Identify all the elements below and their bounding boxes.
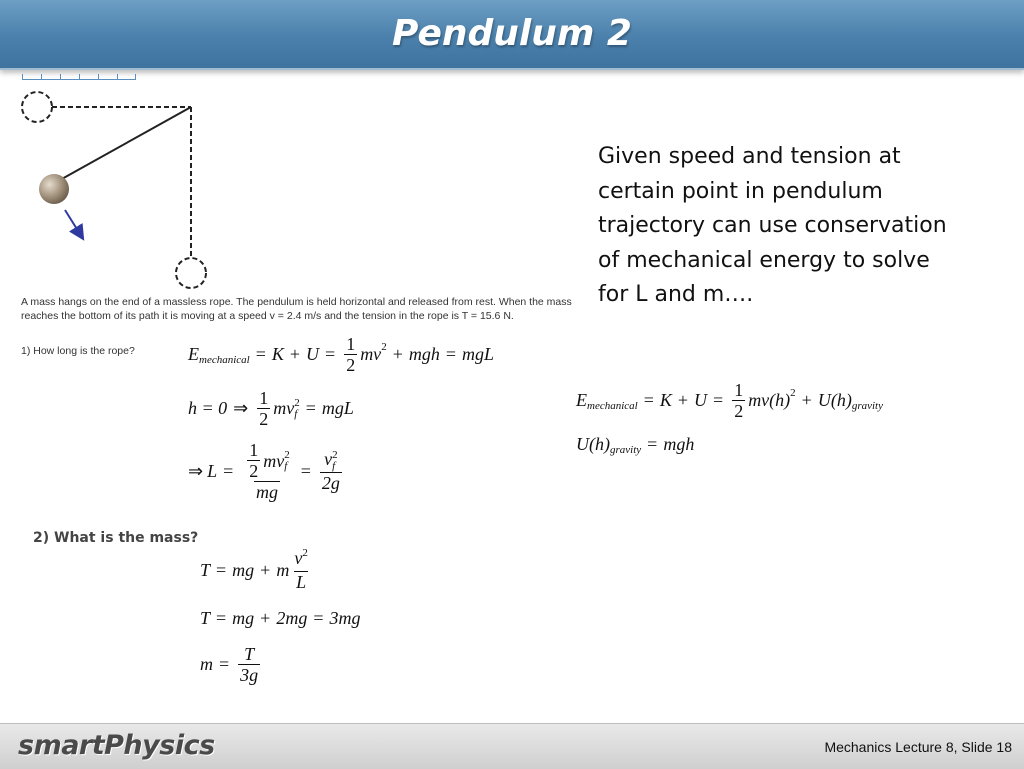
question-2: 2) What is the mass? — [33, 530, 199, 546]
bottom-position-circle — [176, 258, 206, 288]
problem-statement: A mass hangs on the end of a massless rope. The pendulum is held horizontal and released from rest. When the mass reaches the bottom of its path it is moving at a speed v = 2.4 m/s and the tension in the rope is T = 15.6 N. — [21, 296, 572, 322]
equation-h-zero: h = 0 ⇒ $\frac{1}{2}$ mv 2 f = mgL — [188, 388, 354, 429]
start-position-circle — [22, 92, 52, 122]
equation-gravity-potential: U(h) gravity = mgh — [576, 434, 695, 456]
slide-title: Pendulum 2 — [392, 13, 632, 54]
rope — [60, 107, 191, 180]
pendulum-diagram — [10, 82, 210, 294]
velocity-arrow — [65, 210, 80, 234]
pendulum-mass — [39, 174, 69, 204]
footer-bar — [0, 723, 1024, 769]
title-bar — [0, 0, 1024, 70]
slide-info: Mechanics Lecture 8, Slide 18 — [824, 739, 1012, 755]
equation-rope-length: ⇒ L = $\frac{1}{2}$ mv 2 f mg = v 2 f 2g — [188, 440, 340, 502]
equation-mechanical-energy-general: E mechanical = K + U = $\frac{1}{2}$ mv(h) 2 + U(h) gravity — [576, 380, 883, 421]
ruler-ticks — [22, 74, 136, 80]
equation-tension: T = mg + m $\frac{v^2}{L}$ — [200, 547, 308, 592]
explanation-text: Given speed and tension at certain point in pendulum trajectory can use conservation of mechanical energy to solve for L and m…. — [598, 144, 947, 307]
smartphysics-logo: smartPhysics — [18, 730, 215, 761]
equation-tension-3mg: T = mg + 2mg = 3mg — [200, 608, 361, 628]
equation-mass: m = $\frac{T}{3g}$ — [200, 644, 259, 685]
equation-energy-conservation: E mechanical = K + U = $\frac{1}{2}$ mv 2 + mgh = mgL — [188, 334, 495, 375]
question-1: 1) How long is the rope? — [21, 345, 135, 357]
